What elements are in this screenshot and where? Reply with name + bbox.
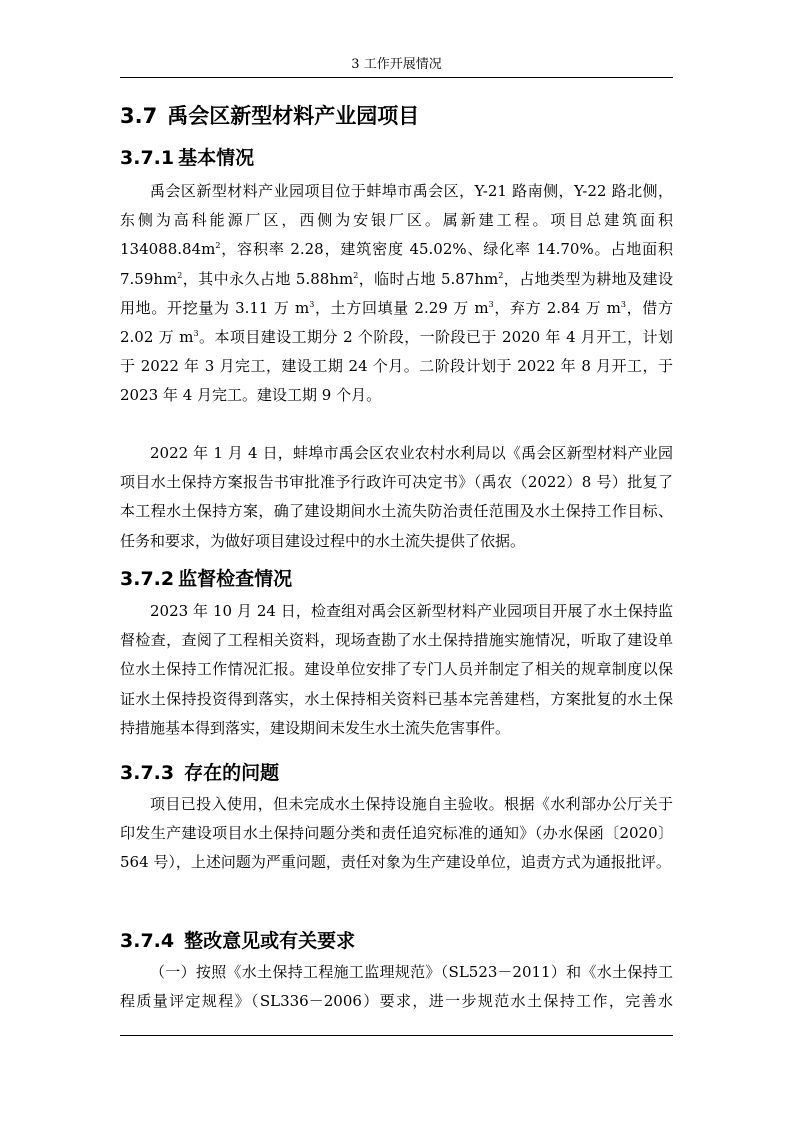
body-paragraph: 2022 年 1 月 4 日，蚌埠市禹会区农业农村水利局以《禹会区新型材料产业园项目水土保持方案报告书审批准予行政许可决定书》（禹农（2022）8 号）批复了本工程水土保持方案，确了建设期间水土流失防治责任范围及水土保持工作目标、任务和要求，为做好项目建设过程中的水土流失提供了依据。 — [120, 444, 673, 550]
subsection-title: 监督检查情况 — [178, 568, 293, 590]
subsection-number: 3.7.4 — [120, 930, 175, 952]
section-number: 3.7 — [120, 104, 158, 128]
subsection-heading — [120, 145, 254, 171]
section-title: 禹会区新型材料产业园项目 — [167, 104, 420, 128]
running-header: 3 工作开展情况 — [351, 57, 442, 72]
section-heading — [120, 102, 419, 130]
body-paragraph: 禹会区新型材料产业园项目位于蚌埠市禹会区，Y-21 路南侧，Y-22 路北侧，东侧为高科能源厂区，西侧为安银厂区。属新建工程。项目总建筑面积 $134088.84m^2$，容积率 2.28，建筑密度 45.02%、绿化率 14.70%。占地面积 $7.59hm^2$，其中永久占地 $5.88hm^2$，临时占地 $5.87hm^2$，占地类型为耕地及建设用地。开挖量为 3.11 万 $m^3$，土方回填量 2.29 万 $m^3$，弃方 2.84 万 $m^3$，借方 2.02 万 $m^3$。本项目建设工期分 2 个阶段，一阶段已于 2020 年 4 月开工，计划于 2022 年 3 月完工，建设工期 24 个月。二阶段计划于 2022 年 8 月开工，于 2023 年 4 月完工。建设工期 9 个月。 — [120, 182, 673, 405]
subsection-heading — [120, 928, 355, 954]
subsection-number: 3.7.1 — [120, 147, 175, 169]
subsection-number: 3.7.3 — [120, 762, 175, 784]
body-paragraph: 2023 年 10 月 24 日，检查组对禹会区新型材料产业园项目开展了水土保持监督检查，查阅了工程相关资料，现场查勘了水土保持措施实施情况，听取了建设单位水土保持工作情况汇报。建设单位安排了专门人员并制定了相关的规章制度以保证水土保持投资得到落实，水土保持相关资料已基本完善建档，方案批复的水土保持措施基本得到落实，建设期间未发生水土流失危害事件。 — [120, 602, 673, 737]
subsection-title: 基本情况 — [178, 147, 255, 169]
subsection-heading — [120, 566, 292, 592]
subsection-title: 存在的问题 — [184, 762, 280, 784]
footer-divider — [120, 1035, 673, 1036]
subsection-title: 整改意见或有关要求 — [184, 930, 356, 952]
subsection-number: 3.7.2 — [120, 568, 175, 590]
header-divider — [120, 77, 673, 78]
subsection-heading — [120, 760, 279, 786]
body-paragraph: 项目已投入使用，但未完成水土保持设施自主验收。根据《水利部办公厅关于印发生产建设项目水土保持问题分类和责任追究标准的通知》（办水保函〔2020〕564 号），上述问题为严重问题，责任对象为生产建设单位，追责方式为通报批评。 — [120, 795, 673, 872]
body-paragraph: （一）按照《水土保持工程施工监理规范》（SL523－2011）和《水土保持工程质量评定规程》（SL336－2006）要求，进一步规范水土保持工作，完善水 — [120, 963, 673, 1011]
